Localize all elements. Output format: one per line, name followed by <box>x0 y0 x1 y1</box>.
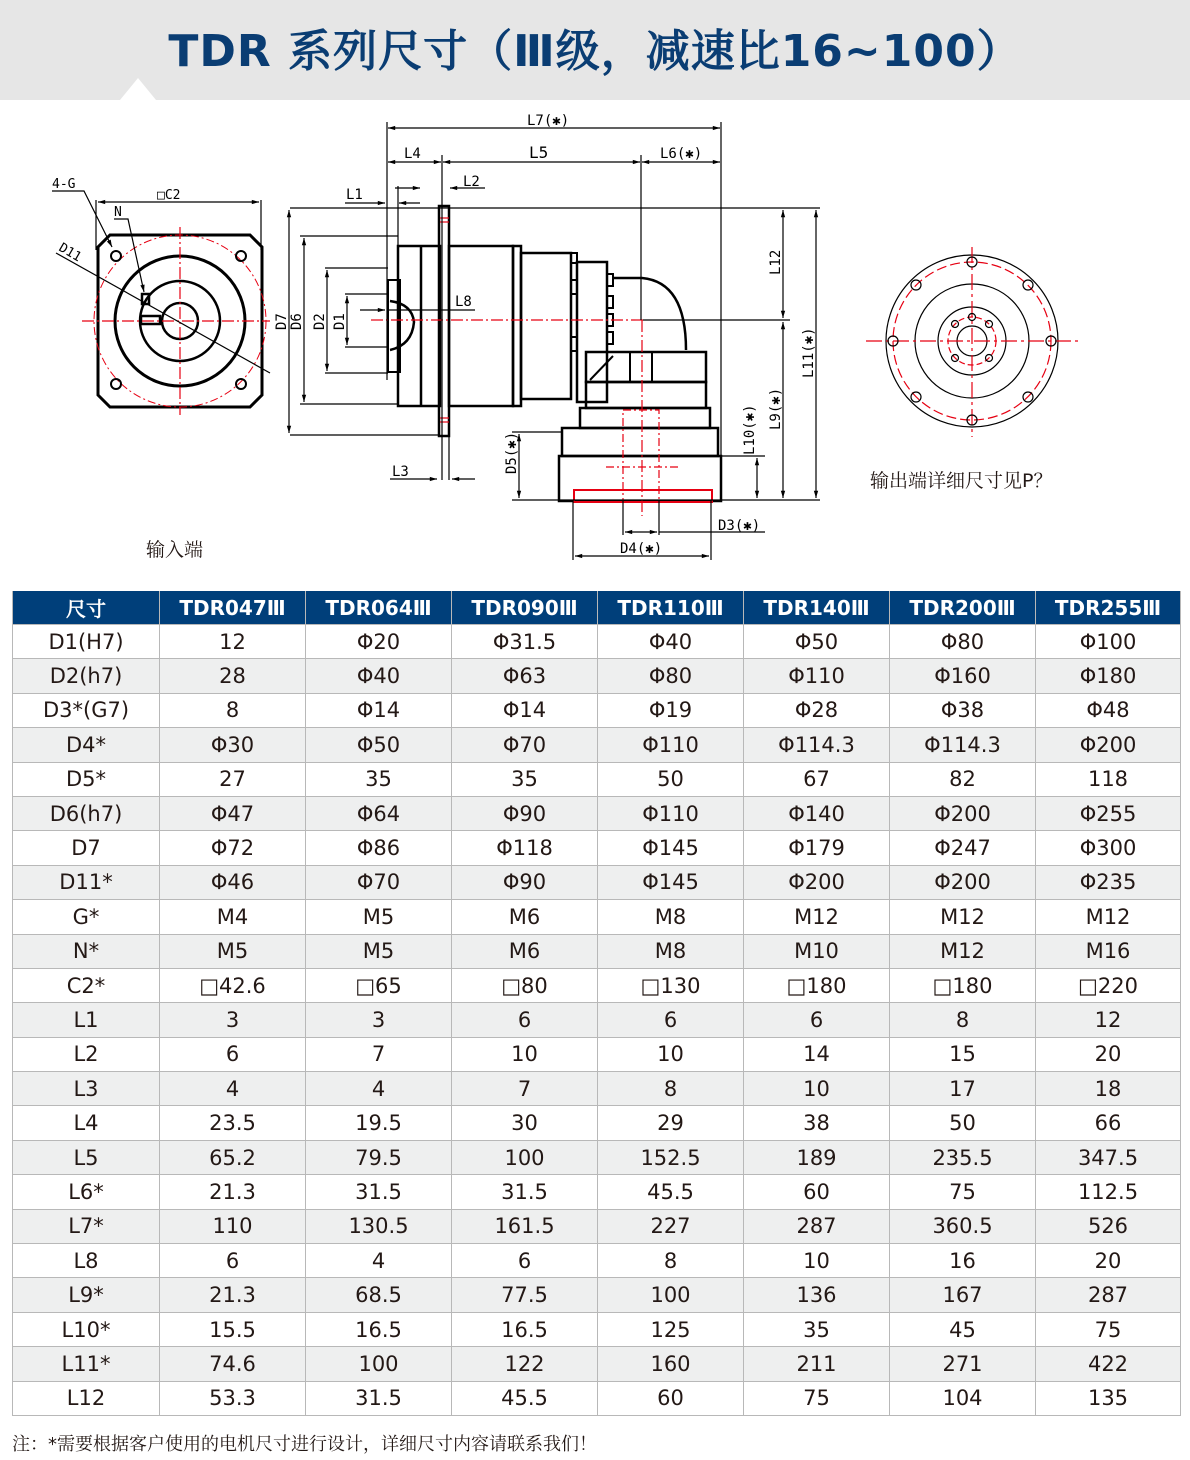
table-cell: 50 <box>598 762 744 796</box>
label-d2: D2 <box>312 313 328 330</box>
table-row <box>13 728 1181 762</box>
row-label: L7* <box>13 1209 160 1243</box>
label-d1: D1 <box>332 313 348 330</box>
table-cell: 60 <box>598 1381 744 1415</box>
table-row <box>13 762 1181 796</box>
table-cell: 12 <box>160 625 306 659</box>
table-cell: □65 <box>306 968 452 1002</box>
row-label: L10* <box>13 1312 160 1346</box>
table-row <box>13 625 1181 659</box>
table-cell: Φ80 <box>890 625 1036 659</box>
row-label: D11* <box>13 865 160 899</box>
table-cell: Φ200 <box>890 865 1036 899</box>
table-cell: 235.5 <box>890 1140 1036 1174</box>
table-cell: 10 <box>744 1072 890 1106</box>
table-row <box>13 1347 1181 1381</box>
table-cell: 8 <box>890 1003 1036 1037</box>
table-cell: 21.3 <box>160 1278 306 1312</box>
table-cell: 45 <box>890 1312 1036 1346</box>
table-row <box>13 1140 1181 1174</box>
table-cell: 6 <box>598 1003 744 1037</box>
table-cell: M8 <box>598 934 744 968</box>
label-d4: D4(✱) <box>620 541 663 557</box>
table-cell: Φ300 <box>1036 831 1181 865</box>
table-cell: M5 <box>306 900 452 934</box>
table-cell: Φ38 <box>890 693 1036 727</box>
table-cell: Φ28 <box>744 693 890 727</box>
table-cell: 347.5 <box>1036 1140 1181 1174</box>
table-cell: 35 <box>452 762 598 796</box>
input-end-caption: 输入端 <box>146 539 204 561</box>
table-cell: □80 <box>452 968 598 1002</box>
row-label: L6* <box>13 1175 160 1209</box>
column-header-model: TDR255Ⅲ <box>1036 591 1181 625</box>
table-cell: 7 <box>452 1072 598 1106</box>
row-label: N* <box>13 934 160 968</box>
table-cell: Φ145 <box>598 865 744 899</box>
table-cell: 118 <box>1036 762 1181 796</box>
table-cell: 6 <box>160 1244 306 1278</box>
table-cell: □220 <box>1036 968 1181 1002</box>
label-d6: D6 <box>289 313 305 330</box>
title-notch <box>120 78 156 100</box>
technical-drawing <box>0 100 1190 580</box>
table-row <box>13 865 1181 899</box>
table-cell: 20 <box>1036 1037 1181 1071</box>
table-cell: Φ19 <box>598 693 744 727</box>
table-cell: Φ80 <box>598 659 744 693</box>
table-cell: □130 <box>598 968 744 1002</box>
table-cell: Φ14 <box>306 693 452 727</box>
table-cell: 167 <box>890 1278 1036 1312</box>
table-cell: 77.5 <box>452 1278 598 1312</box>
side-view <box>289 122 820 560</box>
label-l8: L8 <box>455 294 472 310</box>
label-l3: L3 <box>392 464 409 480</box>
table-cell: 161.5 <box>452 1209 598 1243</box>
label-l9: L9(✱) <box>768 387 784 430</box>
table-cell: 271 <box>890 1347 1036 1381</box>
table-cell: M12 <box>890 934 1036 968</box>
table-cell: 211 <box>744 1347 890 1381</box>
table-cell: 30 <box>452 1106 598 1140</box>
table-cell: M6 <box>452 934 598 968</box>
column-header-model: TDR047Ⅲ <box>160 591 306 625</box>
label-d11: D11 <box>56 240 84 266</box>
column-header-model: TDR090Ⅲ <box>452 591 598 625</box>
row-label: L1 <box>13 1003 160 1037</box>
side-view-labels <box>274 113 817 557</box>
table-cell: Φ255 <box>1036 796 1181 830</box>
row-label: L12 <box>13 1381 160 1415</box>
table-cell: 45.5 <box>452 1381 598 1415</box>
label-l5: L5 <box>529 143 549 162</box>
row-label: L9* <box>13 1278 160 1312</box>
table-cell: 160 <box>598 1347 744 1381</box>
table-cell: 3 <box>160 1003 306 1037</box>
column-header-model: TDR140Ⅲ <box>744 591 890 625</box>
table-cell: Φ200 <box>1036 728 1181 762</box>
table-cell: Φ64 <box>306 796 452 830</box>
table-cell: 130.5 <box>306 1209 452 1243</box>
table-cell: 35 <box>744 1312 890 1346</box>
table-cell: 27 <box>160 762 306 796</box>
table-cell: 82 <box>890 762 1036 796</box>
table-cell: Φ110 <box>598 796 744 830</box>
table-cell: 122 <box>452 1347 598 1381</box>
table-row <box>13 1072 1181 1106</box>
table-cell: 21.3 <box>160 1175 306 1209</box>
table-cell: 16.5 <box>306 1312 452 1346</box>
table-cell: Φ200 <box>744 865 890 899</box>
table-row <box>13 693 1181 727</box>
table-cell: Φ160 <box>890 659 1036 693</box>
row-label: D1(H7) <box>13 625 160 659</box>
table-cell: 6 <box>452 1003 598 1037</box>
row-label: D4* <box>13 728 160 762</box>
row-label: D2(h7) <box>13 659 160 693</box>
table-header-row <box>13 591 1181 625</box>
column-header-model: TDR064Ⅲ <box>306 591 452 625</box>
table-cell: 74.6 <box>160 1347 306 1381</box>
table-cell: M4 <box>160 900 306 934</box>
table-cell: Φ50 <box>306 728 452 762</box>
label-c2: □C2 <box>157 188 181 203</box>
table-cell: 4 <box>306 1072 452 1106</box>
table-cell: 35 <box>306 762 452 796</box>
table-cell: 100 <box>452 1140 598 1174</box>
dimension-table <box>12 591 1181 1416</box>
row-label: L5 <box>13 1140 160 1174</box>
table-cell: 287 <box>1036 1278 1181 1312</box>
table-cell: 136 <box>744 1278 890 1312</box>
table-row <box>13 1244 1181 1278</box>
label-n: N <box>114 205 122 220</box>
table-row <box>13 968 1181 1002</box>
table-cell: 53.3 <box>160 1381 306 1415</box>
table-cell: 17 <box>890 1072 1036 1106</box>
table-row <box>13 831 1181 865</box>
table-cell: 75 <box>744 1381 890 1415</box>
table-cell: 6 <box>744 1003 890 1037</box>
table-cell: 100 <box>598 1278 744 1312</box>
table-cell: 79.5 <box>306 1140 452 1174</box>
table-cell: Φ30 <box>160 728 306 762</box>
table-cell: Φ70 <box>306 865 452 899</box>
row-label: D6(h7) <box>13 796 160 830</box>
table-cell: Φ118 <box>452 831 598 865</box>
table-cell: Φ235 <box>1036 865 1181 899</box>
table-cell: 8 <box>598 1072 744 1106</box>
table-cell: 6 <box>160 1037 306 1071</box>
page-title: TDR 系列尺寸（Ⅲ级，减速比16~100） <box>168 26 1022 77</box>
table-cell: 20 <box>1036 1244 1181 1278</box>
table-cell: 8 <box>160 693 306 727</box>
table-cell: 50 <box>890 1106 1036 1140</box>
row-label: L3 <box>13 1072 160 1106</box>
table-row <box>13 1106 1181 1140</box>
table-cell: 6 <box>452 1244 598 1278</box>
table-row <box>13 1209 1181 1243</box>
table-cell: Φ180 <box>1036 659 1181 693</box>
table-cell: Φ40 <box>306 659 452 693</box>
input-end-view <box>52 191 270 415</box>
table-cell: 526 <box>1036 1209 1181 1243</box>
table-cell: 15.5 <box>160 1312 306 1346</box>
table-cell: 287 <box>744 1209 890 1243</box>
table-cell: 19.5 <box>306 1106 452 1140</box>
table-row <box>13 900 1181 934</box>
row-label: D7 <box>13 831 160 865</box>
label-l10: L10(✱) <box>742 404 758 455</box>
label-l6: L6(✱) <box>660 146 703 162</box>
table-cell: 67 <box>744 762 890 796</box>
table-cell: Φ90 <box>452 796 598 830</box>
table-cell: M5 <box>306 934 452 968</box>
table-cell: Φ63 <box>452 659 598 693</box>
table-cell: 104 <box>890 1381 1036 1415</box>
table-cell: Φ100 <box>1036 625 1181 659</box>
table-cell: 66 <box>1036 1106 1181 1140</box>
column-header-model: TDR110Ⅲ <box>598 591 744 625</box>
label-l11: L11(✱) <box>801 327 817 378</box>
table-cell: Φ50 <box>744 625 890 659</box>
table-cell: 4 <box>306 1244 452 1278</box>
table-cell: Φ40 <box>598 625 744 659</box>
table-cell: 31.5 <box>306 1175 452 1209</box>
table-cell: M10 <box>744 934 890 968</box>
column-header-model: TDR200Ⅲ <box>890 591 1036 625</box>
table-cell: Φ14 <box>452 693 598 727</box>
table-cell: 31.5 <box>452 1175 598 1209</box>
table-cell: 15 <box>890 1037 1036 1071</box>
table-cell: M12 <box>890 900 1036 934</box>
table-cell: M6 <box>452 900 598 934</box>
table-cell: Φ47 <box>160 796 306 830</box>
output-end-caption: 输出端详细尺寸见P？ <box>870 470 1053 492</box>
table-cell: 23.5 <box>160 1106 306 1140</box>
table-cell: Φ140 <box>744 796 890 830</box>
label-d3: D3(✱) <box>718 518 761 534</box>
label-4-g: 4-G <box>52 177 76 192</box>
table-cell: 7 <box>306 1037 452 1071</box>
output-end-view <box>866 247 1080 437</box>
label-l2: L2 <box>463 174 480 190</box>
table-cell: Φ145 <box>598 831 744 865</box>
table-cell: 75 <box>890 1175 1036 1209</box>
table-row <box>13 934 1181 968</box>
label-l1: L1 <box>346 187 363 203</box>
table-cell: 28 <box>160 659 306 693</box>
footnote: 注：*需要根据客户使用的电机尺寸进行设计，详细尺寸内容请联系我们！ <box>12 1434 597 1455</box>
row-label: C2* <box>13 968 160 1002</box>
table-cell: M8 <box>598 900 744 934</box>
table-cell: 360.5 <box>890 1209 1036 1243</box>
table-row <box>13 1175 1181 1209</box>
table-cell: 12 <box>1036 1003 1181 1037</box>
table-cell: Φ70 <box>452 728 598 762</box>
column-header-dimension: 尺寸 <box>13 591 160 625</box>
table-cell: 125 <box>598 1312 744 1346</box>
table-cell: 38 <box>744 1106 890 1140</box>
label-l4: L4 <box>404 146 421 162</box>
table-cell: 135 <box>1036 1381 1181 1415</box>
table-cell: 10 <box>744 1244 890 1278</box>
table-cell: 10 <box>598 1037 744 1071</box>
table-row <box>13 796 1181 830</box>
table-cell: Φ247 <box>890 831 1036 865</box>
table-row <box>13 1312 1181 1346</box>
table-row <box>13 1278 1181 1312</box>
table-cell: 152.5 <box>598 1140 744 1174</box>
table-row <box>13 1381 1181 1415</box>
table-row <box>13 1003 1181 1037</box>
table-cell: Φ114.3 <box>890 728 1036 762</box>
table-cell: Φ31.5 <box>452 625 598 659</box>
row-label: L11* <box>13 1347 160 1381</box>
table-cell: M5 <box>160 934 306 968</box>
table-cell: □42.6 <box>160 968 306 1002</box>
table-cell: Φ114.3 <box>744 728 890 762</box>
table-cell: 60 <box>744 1175 890 1209</box>
table-cell: 45.5 <box>598 1175 744 1209</box>
table-cell: M12 <box>1036 900 1181 934</box>
label-d7: D7 <box>274 313 290 330</box>
label-l12: L12 <box>768 249 784 275</box>
table-cell: 29 <box>598 1106 744 1140</box>
row-label: D3*(G7) <box>13 693 160 727</box>
table-cell: 14 <box>744 1037 890 1071</box>
table-cell: 227 <box>598 1209 744 1243</box>
row-label: L4 <box>13 1106 160 1140</box>
table-row <box>13 659 1181 693</box>
table-row <box>13 1037 1181 1071</box>
table-cell: 10 <box>452 1037 598 1071</box>
table-cell: Φ86 <box>306 831 452 865</box>
table-cell: 3 <box>306 1003 452 1037</box>
table-cell: 110 <box>160 1209 306 1243</box>
row-label: D5* <box>13 762 160 796</box>
table-cell: Φ200 <box>890 796 1036 830</box>
table-cell: □180 <box>890 968 1036 1002</box>
table-cell: 112.5 <box>1036 1175 1181 1209</box>
table-cell: 100 <box>306 1347 452 1381</box>
table-cell: 65.2 <box>160 1140 306 1174</box>
label-l7: L7(✱) <box>527 113 570 129</box>
table-cell: Φ20 <box>306 625 452 659</box>
label-d5: D5(✱) <box>504 431 520 474</box>
table-cell: M12 <box>744 900 890 934</box>
table-cell: Φ110 <box>744 659 890 693</box>
table-cell: Φ179 <box>744 831 890 865</box>
table-cell: 16 <box>890 1244 1036 1278</box>
table-cell: 189 <box>744 1140 890 1174</box>
table-cell: Φ110 <box>598 728 744 762</box>
table-cell: 18 <box>1036 1072 1181 1106</box>
table-cell: Φ48 <box>1036 693 1181 727</box>
table-cell: 75 <box>1036 1312 1181 1346</box>
table-cell: Φ72 <box>160 831 306 865</box>
title-bar <box>0 0 1190 100</box>
table-cell: 31.5 <box>306 1381 452 1415</box>
row-label: L8 <box>13 1244 160 1278</box>
table-cell: 16.5 <box>452 1312 598 1346</box>
table-cell: 8 <box>598 1244 744 1278</box>
table-cell: 422 <box>1036 1347 1181 1381</box>
table-cell: Φ46 <box>160 865 306 899</box>
row-label: L2 <box>13 1037 160 1071</box>
table-cell: Φ90 <box>452 865 598 899</box>
table-cell: □180 <box>744 968 890 1002</box>
table-cell: 68.5 <box>306 1278 452 1312</box>
table-cell: 4 <box>160 1072 306 1106</box>
table-cell: M16 <box>1036 934 1181 968</box>
row-label: G* <box>13 900 160 934</box>
